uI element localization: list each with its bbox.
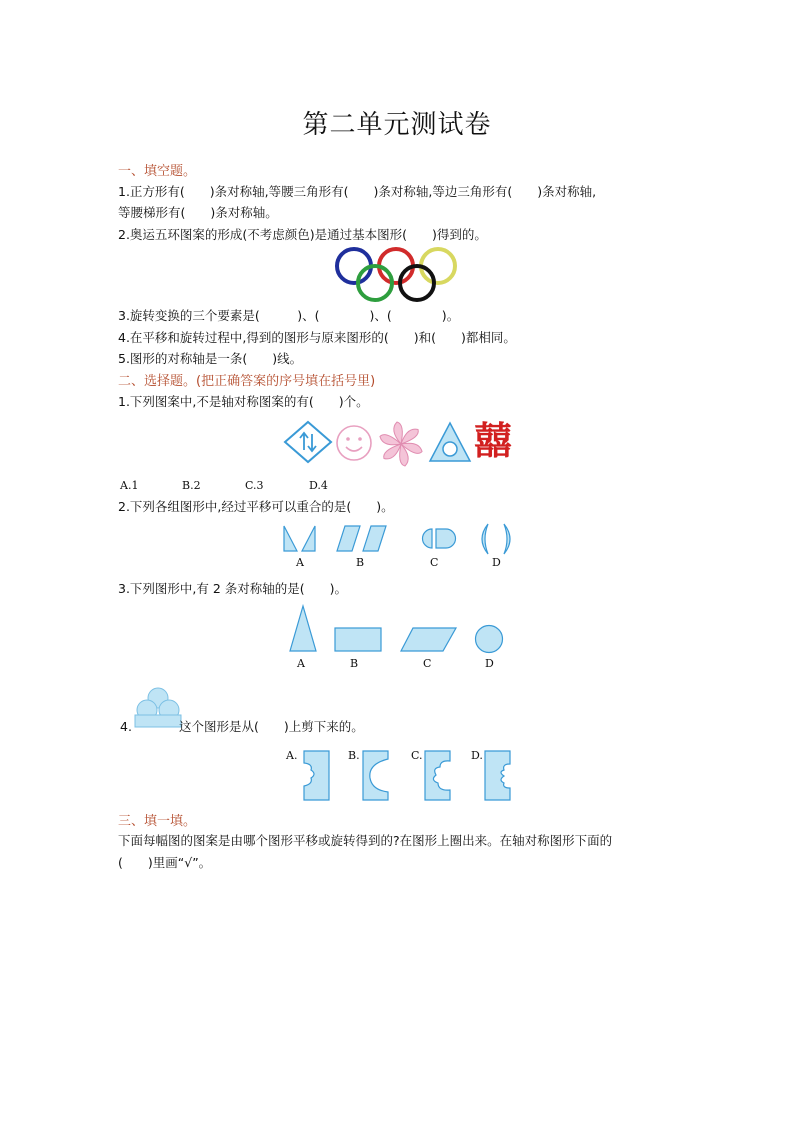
q3-rectangle-figure xyxy=(334,627,384,653)
s1-q3: 3.旋转变换的三个要素是( )、( )、( )。 xyxy=(118,308,460,323)
q3-label-b: B xyxy=(350,657,359,670)
pinwheel-figure xyxy=(378,421,424,467)
q2-option-c-figure xyxy=(412,528,458,550)
s1-q1-line2: 等腰梯形有( )条对称轴。 xyxy=(118,205,278,220)
q4-option-d-label: D. xyxy=(471,749,483,762)
q3-circle-figure xyxy=(473,624,505,656)
triangle-circle-figure xyxy=(428,421,472,463)
q4-option-c-figure xyxy=(424,750,452,802)
q2-option-a-figure xyxy=(283,525,317,553)
q2-label-a: A xyxy=(296,556,304,569)
ring-blue xyxy=(337,249,371,283)
q2-label-b: B xyxy=(356,556,365,569)
q4-option-b-figure xyxy=(362,750,390,802)
s1-q2: 2.奥运五环图案的形成(不考虑颜色)是通过基本图形( )得到的。 xyxy=(118,227,487,242)
s3-line1: 下面每幅图的图案是由哪个图形平移或旋转得到的?在图形上圈出来。在轴对称图形下面的 xyxy=(118,833,613,848)
q4-option-b-label: B. xyxy=(348,749,360,762)
q2-option-b-figure xyxy=(336,525,388,553)
s1-q1-line1: 1.正方形有( )条对称轴,等腰三角形有( )条对称轴,等边三角形有( )条对称轴, xyxy=(118,184,597,199)
section-3-heading: 三、填一填。 xyxy=(118,814,197,829)
q2-option-d-figure xyxy=(478,523,514,555)
smiley-face-figure xyxy=(335,424,373,462)
s2-q1: 1.下列图案中,不是轴对称图案的有( )个。 xyxy=(118,394,369,409)
ring-black xyxy=(400,266,434,300)
s2-q1-option-d: D.4 xyxy=(309,479,328,492)
q3-label-a: A xyxy=(297,657,305,670)
s2-q4: 这个图形是从( )上剪下来的。 xyxy=(179,719,364,734)
double-happiness-figure: 囍 xyxy=(474,419,513,463)
s2-q1-option-b: B.2 xyxy=(182,479,201,492)
section-1-heading: 一、填空题。 xyxy=(118,164,197,179)
s1-q4: 4.在平移和旋转过程中,得到的图形与原来图形的( )和( )都相同。 xyxy=(118,330,516,345)
s2-q1-option-a: A.1 xyxy=(120,479,139,492)
s2-q1-option-c: C.3 xyxy=(245,479,264,492)
clover-cutout-figure xyxy=(133,686,183,732)
q2-label-c: C xyxy=(430,556,439,569)
section-2-heading: 二、选择题。(把正确答案的序号填在括号里) xyxy=(118,374,376,389)
olympic-rings-figure xyxy=(330,244,465,306)
q2-label-d: D xyxy=(492,556,501,569)
q4-option-a-label: A. xyxy=(286,749,298,762)
q3-label-d: D xyxy=(485,657,494,670)
q4-option-a-figure xyxy=(303,750,331,802)
q3-isosceles-triangle-figure xyxy=(288,605,318,653)
ring-green xyxy=(358,266,392,300)
page-title: 第二单元测试卷 xyxy=(302,110,492,140)
ring-red xyxy=(379,249,413,283)
q3-label-c: C xyxy=(423,657,432,670)
q4-option-c-label: C. xyxy=(411,749,423,762)
q3-parallelogram-figure xyxy=(400,627,458,653)
s2-q3: 3.下列图形中,有 2 条对称轴的是( )。 xyxy=(118,581,348,596)
s1-q5: 5.图形的对称轴是一条( )线。 xyxy=(118,351,303,366)
ring-yellow xyxy=(421,249,455,283)
s2-q2: 2.下列各组图形中,经过平移可以重合的是( )。 xyxy=(118,499,394,514)
s2-q4-number: 4. xyxy=(120,719,132,734)
s3-line2: ( )里画“√”。 xyxy=(118,855,212,870)
q4-option-d-figure xyxy=(484,750,512,802)
diamond-arrows-figure xyxy=(283,420,333,464)
